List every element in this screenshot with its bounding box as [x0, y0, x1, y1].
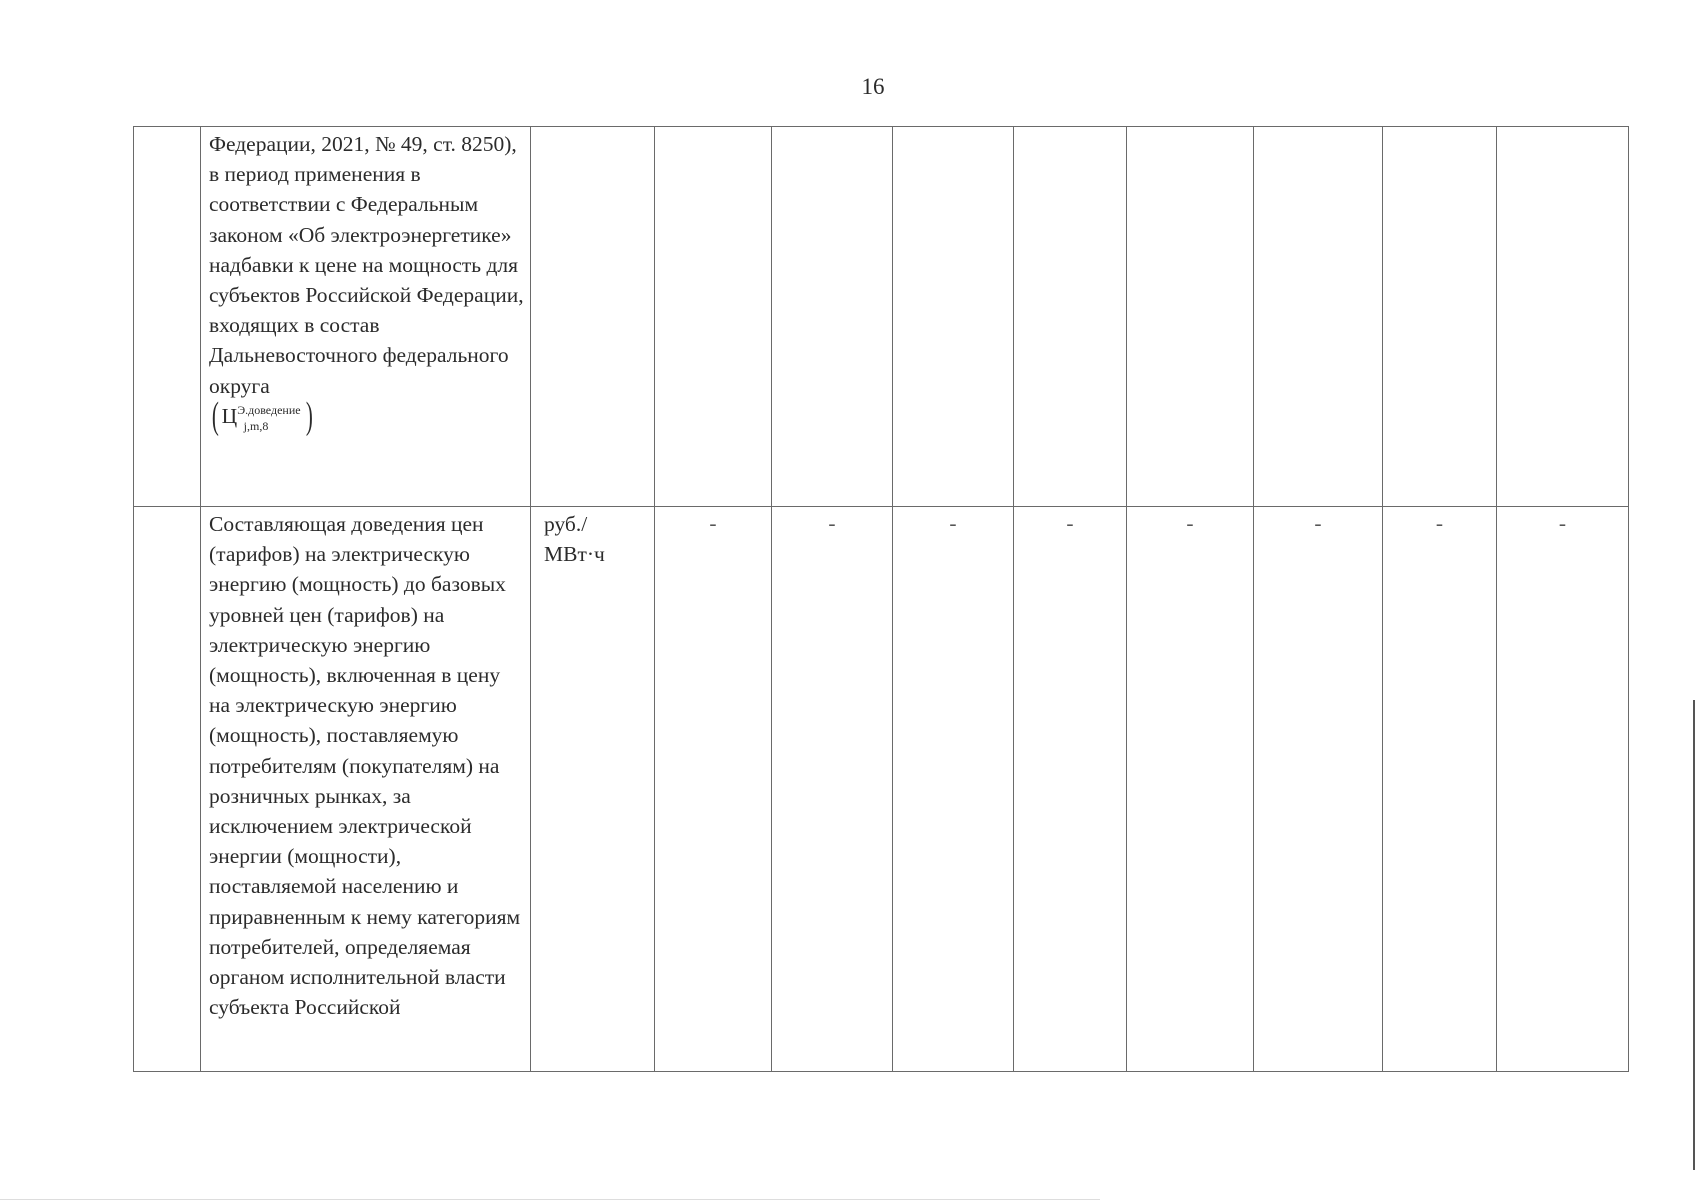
- value-cell: -: [1127, 507, 1254, 1072]
- value-cell: [893, 127, 1014, 507]
- value-cell: [772, 127, 893, 507]
- unit-line: руб./: [544, 512, 588, 536]
- value-cell: -: [893, 507, 1014, 1072]
- description-cell: Составляющая доведения цен (тарифов) на электрическую энергию (мощность) до базовых уровней цен (тарифов) на электрическую энергию (мощность), включенная в цену на электрическую энергию (мощность), поставляемую потребителям (покупателям) на розничных рынках, за исключением электрической энергии (мощности), поставляемой населению и приравненным к нему категориям потребителей, определяемая органом исполнительной власти субъекта Российской: [201, 507, 531, 1072]
- value-cell: -: [655, 507, 772, 1072]
- table-row: [134, 507, 1629, 1072]
- value-cell: -: [772, 507, 893, 1072]
- value-cell: [655, 127, 772, 507]
- formula: ( $Ц^{Э.доведение}$ j,m,8 ): [211, 394, 313, 437]
- row-number-cell: [134, 507, 201, 1072]
- unit-line: МВт·ч: [544, 542, 605, 567]
- value-cell: -: [1254, 507, 1383, 1072]
- row-number-cell: [134, 127, 201, 507]
- tariff-table: [133, 126, 1629, 1072]
- value-cell: [1497, 127, 1629, 507]
- value-cell: -: [1014, 507, 1127, 1072]
- table-row: [134, 127, 1629, 507]
- value-cell: [1254, 127, 1383, 507]
- unit-cell: [531, 507, 655, 1072]
- value-cell: -: [1497, 507, 1629, 1072]
- page-number: 16: [861, 74, 885, 99]
- unit-cell: [531, 127, 655, 507]
- value-cell: [1127, 127, 1254, 507]
- description-text: Федерации, 2021, № 49, ст. 8250), в период применения в соответствии с Федеральным законом «Об электроэнергетике» надбавки к цене на мощность для субъектов Российской Федерации, входящих в состав Дальневосточного федерального округа: [209, 132, 524, 398]
- value-cell: -: [1383, 507, 1497, 1072]
- formula-subscript: j,m,8: [243, 418, 269, 433]
- description-cell: [201, 127, 531, 507]
- value-cell: [1014, 127, 1127, 507]
- scan-edge-shadow: [1693, 700, 1695, 1170]
- formula-base: Ц: [221, 403, 238, 428]
- value-cell: [1383, 127, 1497, 507]
- formula-superscript: Э.доведение: [237, 402, 301, 417]
